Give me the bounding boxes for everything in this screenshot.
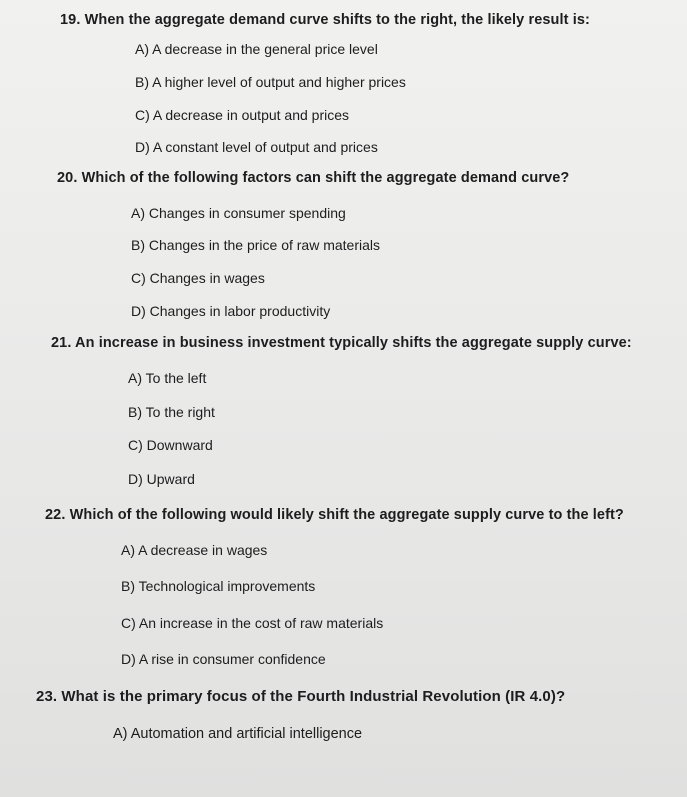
- option-22b: B) Technological improvements: [121, 578, 316, 594]
- option-23a: A) Automation and artificial intelligence: [113, 726, 363, 742]
- option-22c: C) An increase in the cost of raw materials: [121, 615, 384, 631]
- option-19b: B) A higher level of output and higher prices: [135, 74, 406, 90]
- option-21c: C) Downward: [128, 437, 213, 453]
- option-21b: B) To the right: [128, 404, 215, 420]
- option-21d: D) Upward: [128, 471, 195, 487]
- question-22: 22. Which of the following would likely shift the aggregate supply curve to the left?: [45, 507, 624, 523]
- option-19a: A) A decrease in the general price level: [135, 41, 378, 57]
- question-21: 21. An increase in business investment typically shifts the aggregate supply curve:: [51, 335, 632, 351]
- option-20a: A) Changes in consumer spending: [131, 205, 346, 221]
- option-22d: D) A rise in consumer confidence: [121, 651, 326, 667]
- option-20d: D) Changes in labor productivity: [131, 303, 331, 319]
- option-21a: A) To the left: [128, 370, 207, 386]
- option-19c: C) A decrease in output and prices: [135, 107, 350, 123]
- question-20: 20. Which of the following factors can shift the aggregate demand curve?: [57, 170, 570, 186]
- option-20b: B) Changes in the price of raw materials: [131, 237, 380, 253]
- option-19d: D) A constant level of output and prices: [135, 139, 378, 155]
- question-23: 23. What is the primary focus of the Fourth Industrial Revolution (IR 4.0)?: [36, 688, 566, 705]
- question-19: 19. When the aggregate demand curve shifts to the right, the likely result is:: [60, 12, 590, 28]
- option-22a: A) A decrease in wages: [121, 542, 268, 558]
- option-20c: C) Changes in wages: [131, 270, 265, 286]
